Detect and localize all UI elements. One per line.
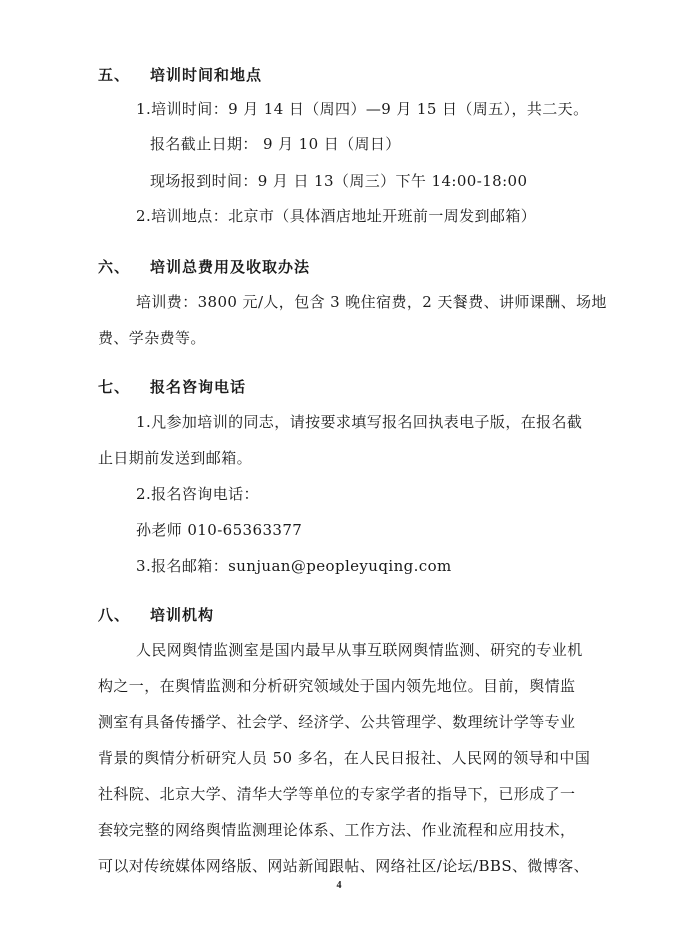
section-title: 培训总费用及收取办法: [150, 258, 311, 276]
paragraph-line: 人民网舆情监测室是国内最早从事互联网舆情监测、研究的专业机: [136, 641, 583, 659]
paragraph-line: 报名截止日期： 9 月 10 日（周日）: [150, 135, 401, 153]
paragraph-line: 2.培训地点：北京市（具体酒店地址开班前一周发到邮箱）: [136, 207, 537, 225]
section-number: 八、: [98, 606, 131, 624]
paragraph-line: 现场报到时间：9 月 日 13（周三）下午 14:00-18:00: [150, 172, 528, 190]
section-heading: [98, 64, 262, 86]
section-number: 七、: [98, 378, 131, 396]
paragraph-line: 费、学杂费等。: [98, 329, 206, 347]
section-title: 培训机构: [150, 606, 215, 624]
page-number: 4: [336, 880, 342, 891]
paragraph-line: 套较完整的网络舆情监测理论体系、工作方法、作业流程和应用技术，: [98, 821, 576, 839]
paragraph-line: 3.报名邮箱：sunjuan@peopleyuqing.com: [136, 557, 452, 575]
section-title: 培训时间和地点: [150, 66, 263, 84]
paragraph-line: 止日期前发送到邮箱。: [98, 449, 253, 467]
paragraph-line: 测室有具备传播学、社会学、经济学、公共管理学、数理统计学等专业: [98, 713, 576, 731]
section-number: 六、: [98, 258, 131, 276]
section-heading: [98, 604, 214, 626]
paragraph-line: 1.凡参加培训的同志，请按要求填写报名回执表电子版，在报名截: [136, 413, 583, 431]
section-number: 五、: [98, 66, 131, 84]
section-title: 报名咨询电话: [150, 378, 247, 396]
paragraph-line: 孙老师 010-65363377: [136, 521, 303, 539]
paragraph-line: 构之一，在舆情监测和分析研究领域处于国内领先地位。目前，舆情监: [98, 677, 576, 695]
paragraph-line: 社科院、北京大学、清华大学等单位的专家学者的指导下，已形成了一: [98, 785, 576, 803]
section-heading: [98, 256, 310, 278]
paragraph-line: 1.培训时间：9 月 14 日（周四）—9 月 15 日（周五），共二天。: [136, 100, 589, 118]
paragraph-line: 背景的舆情分析研究人员 50 多名，在人民日报社、人民网的领导和中国: [98, 749, 591, 767]
paragraph-line: 可以对传统媒体网络版、网站新闻跟帖、网络社区/论坛/BBS、微博客、: [98, 857, 590, 875]
paragraph-line: 培训费：3800 元/人，包含 3 晚住宿费，2 天餐费、讲师课酬、场地: [136, 293, 607, 311]
section-heading: [98, 376, 246, 398]
paragraph-line: 2.报名咨询电话：: [136, 485, 259, 503]
